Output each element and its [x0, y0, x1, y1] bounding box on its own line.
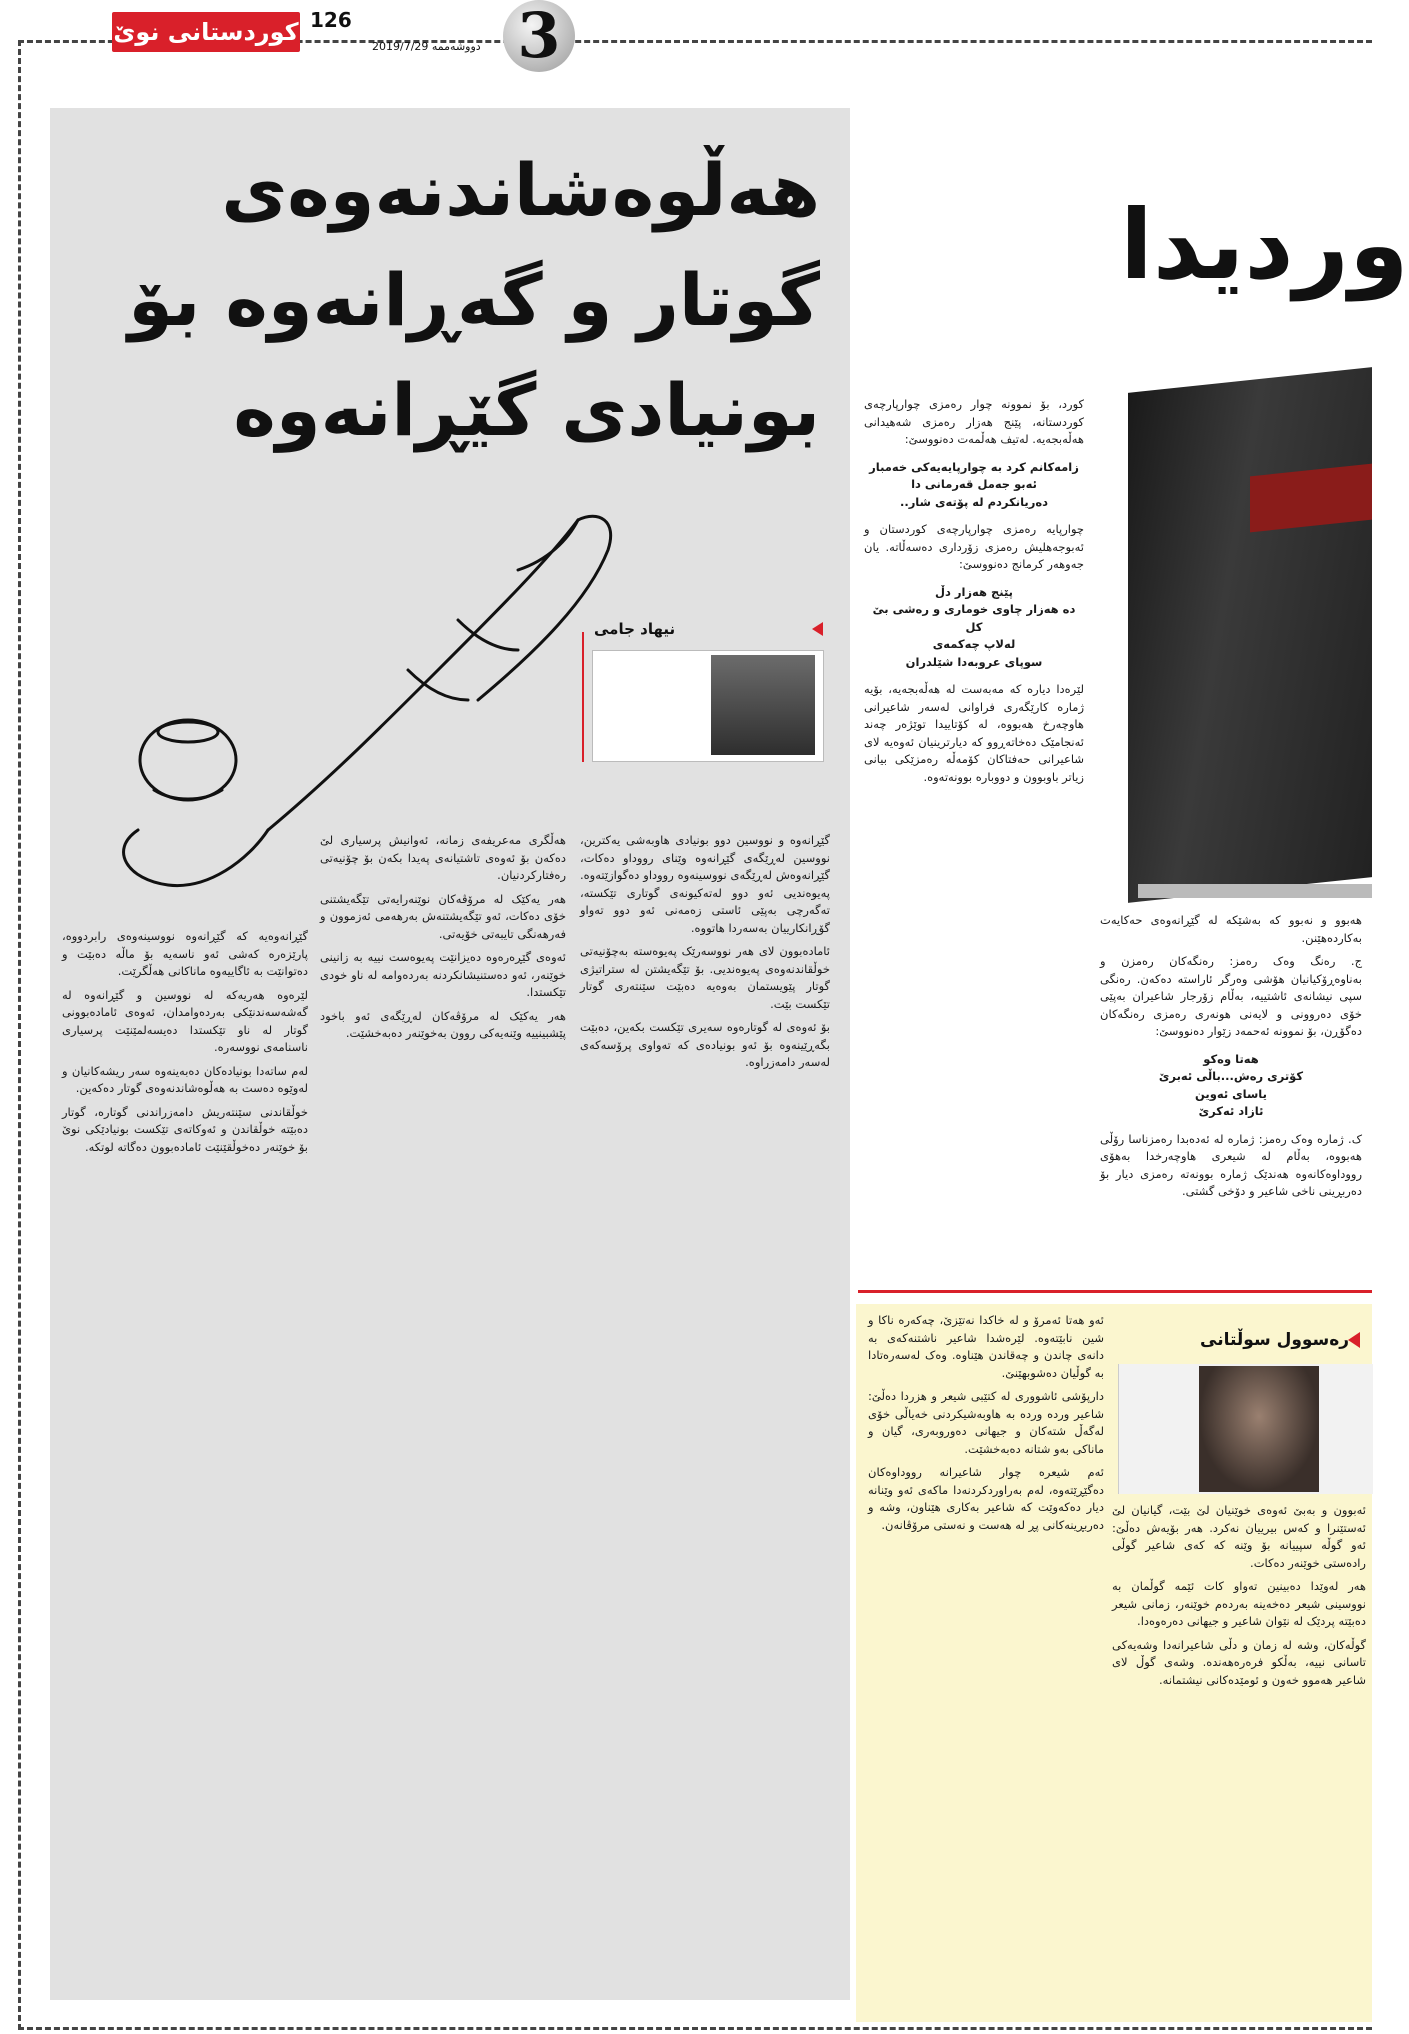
author-photo: [711, 655, 815, 755]
paragraph: گوڵەکان، وشە لە زمان و دڵی شاعیرانەدا وشەیەکی تاسانی نییە، بەڵکو فرەرەهەندە. وشەی گوڵ لای شاعیر هەموو خەون و ئومێدەکانی نیشتمانە.: [1112, 1637, 1366, 1687]
paragraph: بۆ ئەوەی لە گوتارەوە سەیری تێکست بکەین، دەبێت بگەڕێینەوە بۆ ئەو بونیادەی کە تەواوی پرۆسەکەی لەسەر دامەزراوە.: [580, 1020, 830, 1069]
headline-line-1: هەڵوەشاندنەوەی: [221, 148, 820, 232]
poem-verse-1: [864, 459, 1084, 512]
main-article-column-2: [320, 832, 566, 1992]
main-article-column-1: [580, 832, 830, 1992]
paragraph: گێڕانەوەیە کە گێڕانەوە نووسینەوەی رابردووە، پارێزەرە کەشی ئەو ناسەیە بۆ ماڵە دەبێت و دەتوانێت بە ئاگاییەوە ماناکانی هەڵگرێت.: [62, 929, 308, 978]
paragraph: خوڵقاندنی سێنتەریش دامەزراندنی گوتارە، گوتار دەبێتە خوڵقاندن و ئەوکاتەی تێکست بونیادێکی نوێ بۆ خوێنەر دەخوڵقێنێت ئامادەبوون دەگاتە لوتکە.: [62, 1104, 308, 1154]
main-article-headline: [130, 135, 820, 465]
right-article-column-2: [1100, 912, 1362, 1312]
issue-date: دووشەممە 2019/7/29: [372, 40, 481, 53]
paragraph: ک. ژمارە وەک رەمز: ژمارە لە ئەدەبدا رەمزناسا رۆڵی هەبووە، بەڵام لە شیعری هاوچەرخدا بەهۆی رووداوەکانەوە هەندێک ژمارە بوونەتە رەمزی دیار بۆ دەربڕینی ناخی شاعیر و دۆخی گشتی.: [1100, 1131, 1362, 1198]
paragraph: لێرەدا دیارە کە مەبەست لە هەڵەبجەیە، بۆیە ژمارە کارێگەری فراوانی لەسەر شاعیرانی هاوچەرخ هەبووە، لە کۆتاییدا توێژەر چەند ئەنجامێک دەخاتەڕوو کە دیارترینیان ئەوەیە لای شاعیرانی حەفتاکان کۆمەڵە رەمزێکی بیانی زیاتر باوبوون و دووبارە بوونەتەوە.: [864, 682, 1084, 784]
author-red-marker: [812, 622, 823, 636]
newspaper-logo: کوردستانی نوێ: [112, 12, 300, 52]
verse-line: دە هەزار چاوی خوماری و رەشی بێ کل: [872, 602, 1076, 634]
verse-line: هەتا وەکو: [1203, 1051, 1259, 1066]
paragraph: ئەم شیعرە چوار شاعیرانە رووداوەکان دەگێڕێتەوە، لەم بەراوردکردنەدا ماکەی ئەو وێنانە دیار دەکەوێت کە شاعیر بەکاری هێناون، وشە و دەربڕینەکانی پڕ لە هەست و نەستی مرۆڤانەن.: [868, 1465, 1104, 1532]
headline-line-3: بونیادی گێڕانەوە: [233, 368, 820, 452]
paragraph: لەم ساتەدا بونیادەکان دەبەینەوە سەر ریشەکانیان و لەوێوە دەست بە هەڵوەشاندنەوەی گوتار دەکەین.: [62, 1063, 308, 1095]
poem-verse-2: [864, 584, 1084, 672]
paragraph: هەر یەکێک لە مرۆڤەکان لەڕێگەی ئەو باخود پێشبینییە وێنەیەکی روون بەخوێنەر دەبەخشێت.: [320, 1008, 566, 1040]
paragraph: هەر لەوێدا دەبینین تەواو کات ئێمە گوڵمان بە نووسینی شیعر دەخەینە بەردەم خوێنەر، زمانی شیعر دەبێتە پردێک لە نێوان شاعیر و جیهانی دەرەوەدا.: [1112, 1579, 1366, 1628]
paragraph: ئەو هەتا ئەمرۆ و لە خاکدا نەتێزێ، چەکەرە ناکا و شین نابێتەوە. لێرەشدا شاعیر ناشتنەکەی بە دانەی چاندن و چەقاندن هێناوە. وەک لەسەرەتادا بە گوڵیان دەشوبهێنێ.: [868, 1313, 1104, 1380]
paragraph: لێرەوە هەریەکە لە نووسین و گێڕانەوە لە گەشەسەندنێکی بەردەوامدان، ئەوەی ئامادەبوونی گوتار لە ناو تێکستدا دەیسەلمێنێت پرسیاری ناسنامەی نووسەرە.: [62, 987, 308, 1054]
verse-line: ئەبو جەمل قەرمانی دا: [911, 477, 1037, 491]
headline-line-2: گوتار و گەڕانەوە بۆ: [128, 258, 820, 342]
paragraph: ج. رەنگ وەک رەمز: رەنگەکان رەمزن و بەناوەڕۆکیانیان هۆشی وەرگر ئاراستە دەکەن. رەنگی سپی نیشانەی ئاشتییە، بەڵام زۆرجار شاعیران بەپێی خۆی دەروونی و لایەنی هونەری رەمزی رەنگەکان دەگۆڕن، بۆ نموونە ئەحمەد زێوار دەنووسێ:: [1100, 954, 1362, 1038]
book-cover-image: [1128, 367, 1372, 903]
author-photo: [1199, 1366, 1319, 1492]
paragraph: هەر یەکێک لە مرۆڤەکان نوێنەرایەتی تێگەیشتنی خۆی دەکات، ئەو تێگەیشتنەش بەرهەمی ئەزموون و فەرهەنگی تایبەتی خۆیەتی.: [320, 891, 566, 941]
verse-line: ئازاد ئەکرێ: [1198, 1104, 1264, 1118]
paragraph: گێڕانەوە و نووسین دوو بونیادی هاوبەشی یەکترین، نووسین لەڕێگەی گێڕانەوە وێنای رووداو دەکات، گێڕانەوەش لەڕێگەی نووسینەوە رووداو دەگوازێتەوە. پەیوەندیی ئەو دوو لەتەکیونەی گوتاری تێکستە، تەگەرچی بەپێی ئاستی زەمەنی ئەو دوو تەواو گۆڕانکارییان بەسەردا هاتووە.: [580, 833, 830, 935]
paragraph: هەڵگری مەعریفەی زمانە، ئەوانیش پرسیاری لێ دەکەن بۆ ئەوەی تاشتیانەی پەیدا بکەن بۆ چۆنیەتی رەفتارکردنیان.: [320, 833, 566, 882]
paragraph: هەبوو و نەبوو کە بەشێکە لە گێڕانەوەی حەکایەت بەکاردەهێنن.: [1100, 913, 1362, 945]
verse-line: دەریانکردم لە پۆتەی شار..: [899, 494, 1049, 509]
paragraph: ئەوەی گێڕەرەوە دەیزانێت پەیوەست نییە بە زانینی خوێنەر، ئەو دەستنیشانکردنە بەردەوامە لە ناو خودی تێکستدا.: [320, 950, 566, 999]
poem-verse-3: [1100, 1051, 1362, 1121]
main-article-column-3: [62, 928, 308, 1992]
second-article-column-2: [1112, 1502, 1366, 2012]
author-photo-red-rule: [582, 632, 584, 762]
author-photo-frame: [592, 650, 824, 762]
verse-line: سوپای عروبەدا شێلدران: [905, 654, 1043, 669]
second-article-author: رەسوول سوڵتانی: [1200, 1330, 1350, 1350]
main-article-author: نیهاد جامی: [594, 620, 676, 638]
second-article-column-1: [868, 1312, 1104, 2012]
right-article-column-1: [864, 396, 1084, 996]
paragraph: ئامادەبوون لای هەر نووسەرێک پەیوەستە بەچۆنیەتی خوڵقاندنەوەی پەیوەندیی. بۆ تێگەیشتن لە ستراتیژی گوتار پێویستمان بەوەیە دەبێت سێنتەری گوتار تێکست بێت.: [580, 944, 830, 1011]
book-shadow: [1138, 884, 1372, 898]
paragraph: کورد، بۆ نموونە چوار رەمزی چوارپارچەی کوردستانە، پێنج هەزار رەمزی شەهیدانی هەڵەبجەیە. لەتیف هەڵمەت دەنووسێ:: [864, 397, 1084, 446]
verse-line: زامەکانم کرد بە چوارپایەیەکی خەمبار: [869, 459, 1079, 474]
paragraph: ئەبوون و بەبێ ئەوەی خوێنیان لێ بێت، گیانیان لێ ئەستێنرا و کەس بیرییان نەکرد. هەر بۆیەش دەڵێ: ئەو گوڵە سپییانە بۆ وێنە کە کەی شاعیر گوڵی رادەستی خوێنەر دەکات.: [1112, 1503, 1366, 1570]
issue-number: 126: [310, 8, 352, 32]
section-divider: [858, 1290, 1372, 1293]
verse-line: یاسای ئەوین: [1195, 1086, 1267, 1101]
paragraph: چوارپایە رەمزی چوارپارچەی کوردستان و ئەبوجەهلیش رەمزی زۆرداری دەسەڵاتە. یان جەوهەر کرمانج دەنووسێ:: [864, 522, 1084, 571]
verse-line: کۆتری رەش...باڵی ئەبرێ: [1158, 1069, 1304, 1083]
author-photo-frame: [1118, 1364, 1373, 1494]
paragraph: دارپۆشی ئاشووری لە کتێبی شیعر و هزردا دەڵێ: شاعیر وردە وردە بە هاوبەشیکردنی خەیاڵی خۆی لەگەڵ شتەکان و جیهانی دەوروبەری، گیان و ماناکی بەو شتانە دەبەخشێت.: [868, 1389, 1104, 1456]
page-number-badge: 3: [503, 0, 575, 72]
author-red-marker: [1348, 1332, 1360, 1348]
right-article-headline: وردیدا: [1120, 189, 1409, 301]
verse-line: لەلاپ چەکمەی: [932, 637, 1016, 651]
verse-line: پێنج هەزار دڵ: [934, 584, 1013, 599]
